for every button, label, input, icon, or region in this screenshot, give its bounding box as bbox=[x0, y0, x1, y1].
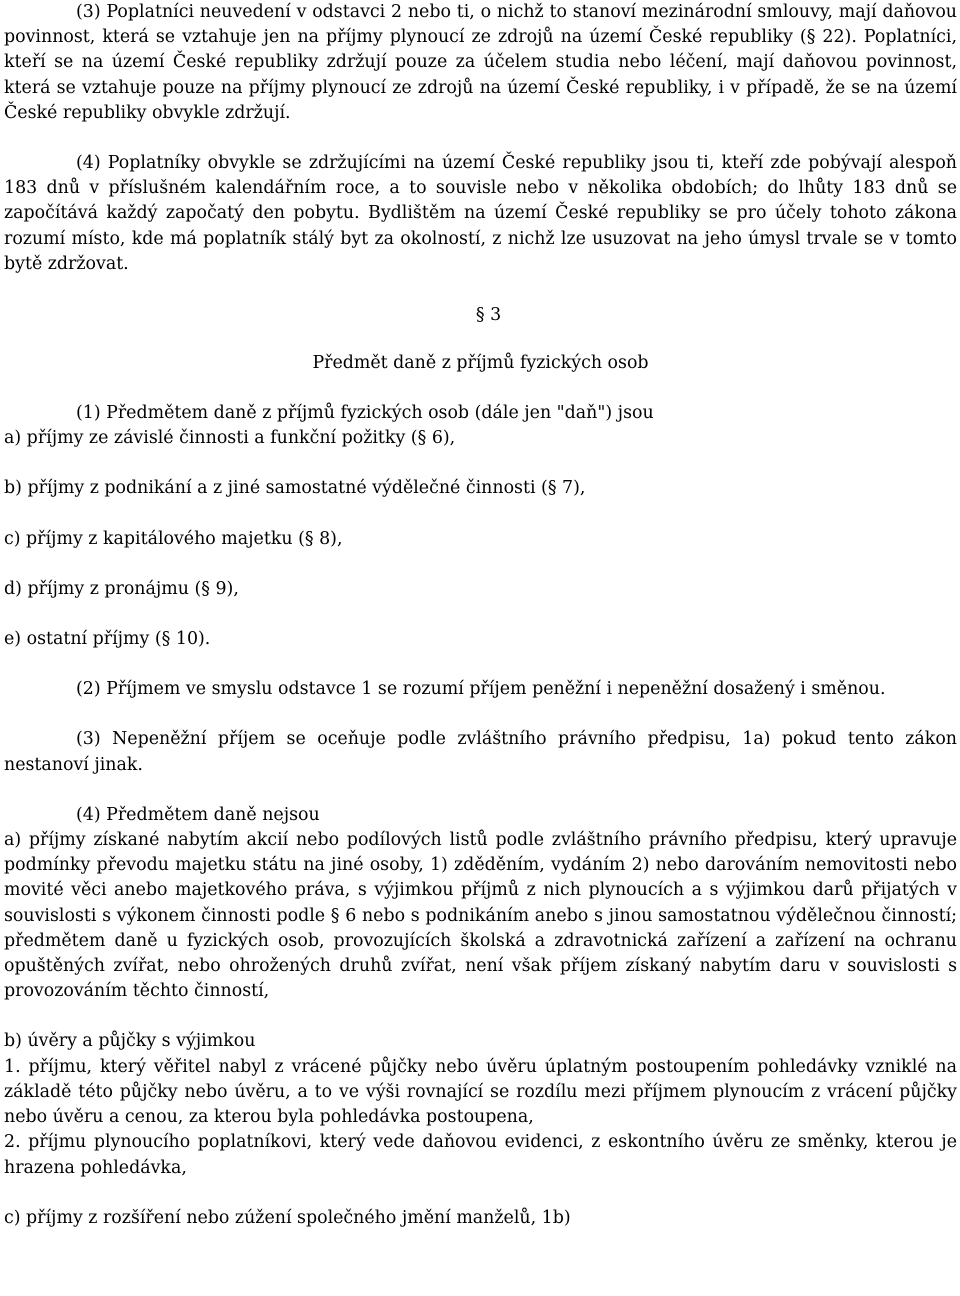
subsection-4-item-b: b) úvěry a půjčky s výjimkou bbox=[4, 1031, 256, 1052]
subsection-1-item-b: b) příjmy z podnikání a z jiné samostatné výdělečné činnosti (§ 7), bbox=[4, 478, 586, 499]
section-title: Předmět daně z příjmů fyzických osob bbox=[312, 353, 649, 374]
paragraph-4: (4) Poplatníky obvykle se zdržujícími na území České republiky jsou ti, kteří zde pobývají alespoň 183 dnů v příslušném kalendářním roce, a to souvisle nebo v několika obdobích; do lhůty 183 dnů se započítává každý započatý den pobytu. Bydlištěm na území České republiky se pro účely tohoto zákona rozumí místo, kde má poplatník stálý byt za okolností, z nichž lze usuzovat na jeho úmysl trvale se v tomto bytě zdržovat. bbox=[4, 153, 957, 274]
paragraph-3: (3) Poplatníci neuvedení v odstavci 2 nebo ti, o nichž to stanoví mezinárodní smlouvy, mají daňovou povinnost, která se vztahuje jen na příjmy plynoucí ze zdrojů na území České republiky (§ 22). Poplatníci, kteří se na území České republiky zdržují pouze za účelem studia nebo léčení, mají daňovou povinnost, která se vztahuje pouze na příjmy plynoucí ze zdrojů na území České republiky, i v případě, že se na území České republiky obvykle zdržují. bbox=[4, 2, 957, 123]
subsection-2: (2) Příjmem ve smyslu odstavce 1 se rozumí příjem peněžní i nepeněžní dosažený i směnou. bbox=[76, 679, 886, 700]
subsection-3: (3) Nepeněžní příjem se oceňuje podle zvláštního právního předpisu, 1a) pokud tento zákon nestanoví jinak. bbox=[4, 729, 957, 775]
subsection-4-intro: (4) Předmětem daně nejsou bbox=[76, 804, 320, 825]
subsection-4-item-b-1: 1. příjmu, který věřitel nabyl z vrácené půjčky nebo úvěru úplatným postoupením pohledávky vzniklé na základě této půjčky nebo úvěru, a to ve výši rovnající se rozdílu mezi příjmem plynoucím z vrácení půjčky nebo úvěru a cenou, za kterou byla pohledávka postoupena, bbox=[4, 1056, 957, 1128]
subsection-1-item-d: d) příjmy z pronájmu (§ 9), bbox=[4, 578, 239, 599]
subsection-1-item-a: a) příjmy ze závislé činnosti a funkční požitky (§ 6), bbox=[4, 428, 456, 449]
subsection-1-intro: (1) Předmětem daně z příjmů fyzických osob (dále jen "daň") jsou bbox=[76, 403, 654, 424]
subsection-4-item-b-2: 2. příjmu plynoucího poplatníkovi, který vede daňovou evidenci, z eskontního úvěru ze směnky, kterou je hrazena pohledávka, bbox=[4, 1132, 957, 1178]
subsection-1-item-c: c) příjmy z kapitálového majetku (§ 8), bbox=[4, 528, 343, 549]
section-number: § 3 bbox=[475, 305, 502, 326]
subsection-1-item-e: e) ostatní příjmy (§ 10). bbox=[4, 629, 211, 650]
subsection-4-item-c: c) příjmy z rozšíření nebo zúžení společného jmění manželů, 1b) bbox=[4, 1207, 571, 1228]
subsection-4-item-a: a) příjmy získané nabytím akcií nebo podílových listů podle zvláštního právního předpisu, který upravuje podmínky převodu majetku státu na jiné osoby, 1) zděděním, vydáním 2) nebo darováním nemovitosti nebo movité věci anebo majetkového práva, s výjimkou příjmů z nich plynoucích a s výjimkou darů přijatých v souvislosti s výkonem činnosti podle § 6 nebo s podnikáním anebo s jinou samostatnou výdělečnou činností; předmětem daně u fyzických osob, provozujících školská a zdravotnická zařízení a zařízení na ochranu opuštěných zvířat, nebo ohrožených druhů zvířat, není však příjem získaný nabytím daru v souvislosti s provozováním těchto činností, bbox=[4, 830, 957, 1002]
